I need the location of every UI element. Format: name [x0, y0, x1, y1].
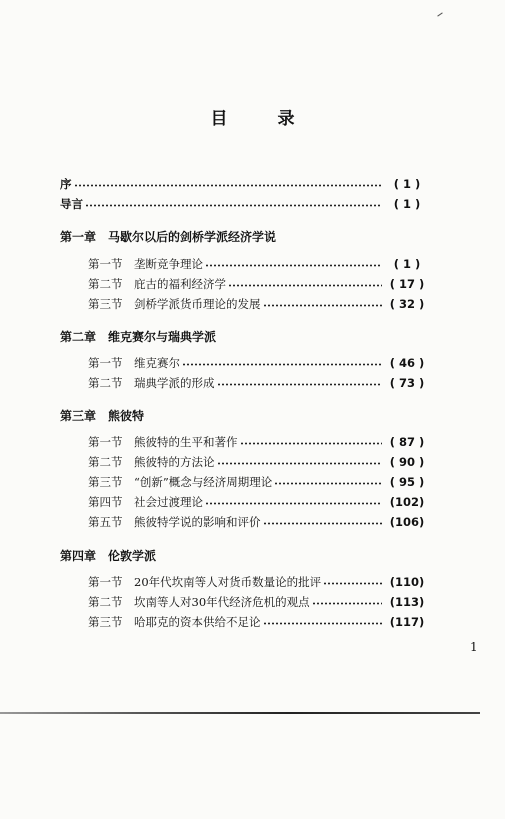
toc-section — [88, 376, 430, 390]
section-page: ( 73 ) — [389, 376, 425, 390]
toc-section — [88, 615, 430, 629]
section-page: ( 1 ) — [393, 257, 421, 271]
chapter-heading — [60, 330, 216, 344]
section-label: 坎南等人对30年代经济危机的观点 — [134, 595, 310, 609]
section-number: 第一节 — [88, 575, 123, 589]
toc-section — [88, 435, 430, 449]
section-label: 熊彼特学说的影响和评价 — [134, 515, 261, 529]
dot-leader — [263, 522, 383, 525]
entry-page: ( 1 ) — [393, 177, 421, 191]
page-rule — [0, 712, 480, 714]
dot-leader — [205, 502, 382, 505]
section-number: 第二节 — [88, 376, 123, 390]
section-label: 熊彼特的生平和著作 — [134, 435, 238, 449]
dot-leader — [217, 383, 383, 386]
chapter-number: 第一章 — [60, 230, 97, 244]
section-label: 庇古的福利经济学 — [134, 277, 226, 291]
chapter-title: 马歇尔以后的剑桥学派经济学说 — [108, 230, 277, 244]
section-label: 剑桥学派货币理论的发展 — [134, 297, 261, 311]
dot-leader — [205, 264, 382, 267]
section-label: 垄断竞争理论 — [134, 257, 203, 271]
section-page: ( 17 ) — [389, 277, 425, 291]
page-number: 1 — [470, 640, 478, 654]
chapter-heading — [60, 409, 144, 423]
section-page: ( 95 ) — [389, 475, 425, 489]
toc-section — [88, 515, 430, 529]
dot-leader — [217, 462, 383, 465]
section-number: 第三节 — [88, 475, 123, 489]
dot-leader — [323, 582, 382, 585]
toc-entry-preface — [60, 177, 430, 191]
section-number: 第二节 — [88, 455, 123, 469]
toc-section — [88, 475, 430, 489]
page-title: 目 录 — [210, 109, 317, 129]
section-label: 维克赛尔 — [134, 356, 180, 370]
section-page: ( 87 ) — [389, 435, 425, 449]
section-label: “创新”概念与经济周期理论 — [134, 475, 273, 489]
chapter-heading — [60, 549, 156, 563]
section-number: 第一节 — [88, 356, 123, 370]
section-number: 第二节 — [88, 277, 123, 291]
dot-leader — [85, 204, 382, 207]
section-label: 瑞典学派的形成 — [134, 376, 215, 390]
chapter-number: 第二章 — [60, 330, 97, 344]
section-label: 熊彼特的方法论 — [134, 455, 215, 469]
section-page: (117) — [389, 615, 425, 629]
dot-leader — [182, 363, 382, 366]
section-number: 第一节 — [88, 257, 123, 271]
entry-label: 序 — [60, 177, 72, 191]
dot-leader — [240, 442, 383, 445]
section-page: ( 90 ) — [389, 455, 425, 469]
toc-section — [88, 595, 430, 609]
entry-label: 导言 — [60, 197, 83, 211]
section-number: 第一节 — [88, 435, 123, 449]
chapter-title: 熊彼特 — [108, 409, 145, 423]
toc-section — [88, 277, 430, 291]
toc-section — [88, 455, 430, 469]
dot-leader — [74, 184, 383, 187]
dot-leader — [274, 482, 382, 485]
toc-section — [88, 495, 430, 509]
section-number: 第三节 — [88, 297, 123, 311]
section-label: 社会过渡理论 — [134, 495, 203, 509]
chapter-number: 第三章 — [60, 409, 97, 423]
section-number: 第四节 — [88, 495, 123, 509]
section-page: (113) — [389, 595, 425, 609]
toc-section — [88, 356, 430, 370]
section-label: 哈耶克的资本供给不足论 — [134, 615, 261, 629]
section-number: 第五节 — [88, 515, 123, 529]
chapter-title: 维克赛尔与瑞典学派 — [108, 330, 217, 344]
dot-leader — [263, 622, 383, 625]
section-number: 第三节 — [88, 615, 123, 629]
section-page: ( 32 ) — [389, 297, 425, 311]
toc-section — [88, 575, 430, 589]
dot-leader — [312, 602, 382, 605]
section-page: (110) — [389, 575, 425, 589]
section-page: (102) — [389, 495, 425, 509]
section-number: 第二节 — [88, 595, 123, 609]
section-label: 20年代坎南等人对货币数量论的批评 — [134, 575, 322, 589]
toc-section — [88, 297, 430, 311]
toc-entry-introduction — [60, 197, 430, 211]
section-page: ( 46 ) — [389, 356, 425, 370]
chapter-heading — [60, 230, 276, 244]
section-page: (106) — [389, 515, 425, 529]
chapter-title: 伦敦学派 — [108, 549, 157, 563]
entry-page: ( 1 ) — [393, 197, 421, 211]
dot-leader — [228, 284, 382, 287]
dot-leader — [263, 304, 383, 307]
chapter-number: 第四章 — [60, 549, 97, 563]
scan-mark — [437, 12, 442, 16]
toc-section — [88, 257, 430, 271]
